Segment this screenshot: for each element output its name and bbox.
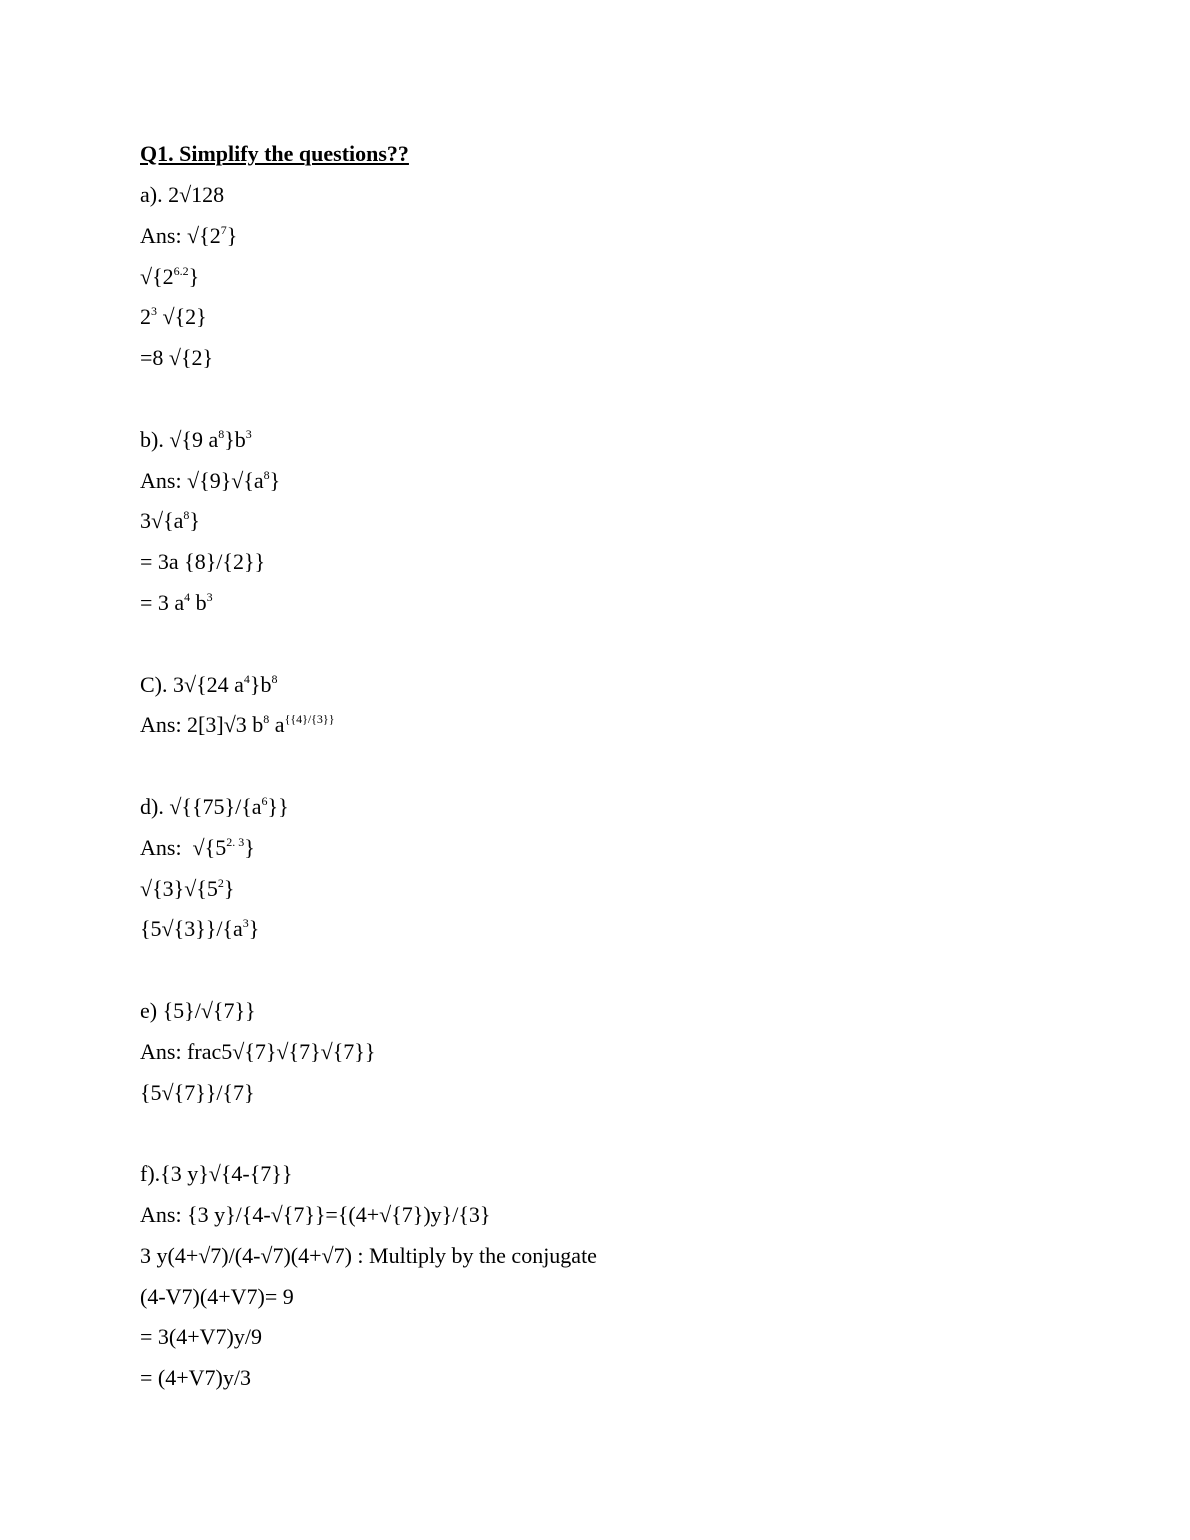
superscript: 4 [184, 589, 191, 604]
text-run: f).{3 y}√{4-{7}} [140, 1161, 293, 1187]
text-run: Ans: √{9}√{a [140, 467, 264, 493]
blank-line [140, 382, 1060, 416]
superscript: 4 [243, 671, 250, 686]
text-run: {5√{3}}/{a [140, 916, 243, 942]
text-run: Ans: √{5 [140, 834, 227, 860]
superscript: {{4}/{3}} [284, 712, 335, 727]
part-b-question [140, 423, 1060, 457]
text-run: 3√{a [140, 508, 184, 534]
text-run: Ans: 2[3]√3 b [140, 712, 264, 738]
part-f-step [140, 1239, 1060, 1273]
part-a-step [140, 300, 1060, 334]
text-run: e) {5}/√{7}} [140, 997, 256, 1023]
text-run: a). 2√128 [140, 182, 225, 207]
part-f-step [140, 1198, 1060, 1232]
text-run: √{3}√{5 [140, 875, 218, 901]
part-a-step [140, 260, 1060, 294]
part-b-step [140, 545, 1060, 579]
blank-line [140, 749, 1060, 783]
text-run: }b [224, 426, 246, 452]
text-run: } [223, 875, 235, 901]
part-d-step [140, 831, 1060, 865]
text-run: = 3a {8}/{2}} [140, 549, 266, 575]
part-e-question [140, 994, 1060, 1028]
superscript: 3 [242, 916, 249, 931]
blank-line [140, 627, 1060, 661]
text-run: } [244, 834, 255, 860]
text-run: Ans: {3 y}/{4-√{7}}={(4+√{7})y}/{3} [140, 1201, 491, 1227]
text-run: (4-V7)(4+V7)= 9 [140, 1283, 294, 1309]
text-run: b). √{9 a [140, 426, 219, 452]
text-run: }b [249, 671, 272, 697]
text-run: } [188, 263, 200, 289]
part-e-step [140, 1035, 1060, 1069]
text-run: √{2} [157, 304, 207, 330]
document-page [140, 137, 1060, 1402]
text-run: C). 3√{24 a [140, 671, 244, 697]
superscript: 6.2 [173, 263, 189, 278]
blank-line [140, 953, 1060, 987]
text-run: a [269, 712, 285, 738]
text-run: b [190, 589, 207, 615]
answer-content [140, 178, 1060, 1395]
part-d-step [140, 912, 1060, 946]
superscript: 8 [183, 508, 190, 523]
superscript: 6 [261, 793, 268, 808]
text-run: = (4+V7)y/3 [140, 1365, 251, 1391]
text-run: } [189, 508, 200, 534]
part-f-step [140, 1361, 1060, 1395]
part-f-question [140, 1157, 1060, 1191]
text-run: Ans: frac5√{7}√{7}√{7}} [140, 1038, 376, 1064]
superscript: 2 [217, 875, 224, 890]
part-a-step [140, 341, 1060, 375]
part-c-question [140, 668, 1060, 702]
text-run: }} [267, 793, 289, 819]
part-a-question [140, 178, 1060, 212]
text-run: =8 √{2} [140, 345, 214, 371]
superscript: 8 [271, 671, 278, 686]
superscript: 3 [245, 426, 252, 441]
text-run: 2 [140, 304, 151, 330]
part-d-question [140, 790, 1060, 824]
part-d-step [140, 872, 1060, 906]
superscript: 7 [220, 222, 227, 237]
text-run: } [248, 916, 260, 942]
superscript: 8 [263, 712, 270, 727]
text-run: {5√{7}}/{7} [140, 1079, 255, 1105]
superscript: 8 [263, 467, 270, 482]
text-run: = 3 a [140, 589, 185, 615]
superscript: 3 [151, 304, 157, 319]
text-run: Ans: √{2 [140, 222, 221, 248]
superscript: 2. 3 [226, 834, 245, 849]
text-run: } [226, 222, 238, 248]
part-a-step [140, 219, 1060, 253]
superscript: 3 [206, 589, 213, 604]
part-e-step [140, 1076, 1060, 1110]
text-run: d). √{{75}/{a [140, 793, 262, 819]
text-run: = 3(4+V7)y/9 [140, 1324, 262, 1350]
text-run: √{2 [140, 263, 174, 289]
question-title: Q1. Simplify the questions?? [140, 141, 409, 166]
text-run: } [269, 467, 281, 493]
part-f-step [140, 1320, 1060, 1354]
part-b-step [140, 586, 1060, 620]
part-c-step [140, 708, 1060, 742]
part-b-step [140, 504, 1060, 538]
superscript: 8 [218, 426, 225, 441]
part-b-step [140, 464, 1060, 498]
part-f-step [140, 1280, 1060, 1314]
blank-line [140, 1116, 1060, 1150]
text-run: 3 y(4+√7)/(4-√7)(4+√7) : Multiply by the conjugate [140, 1242, 597, 1268]
